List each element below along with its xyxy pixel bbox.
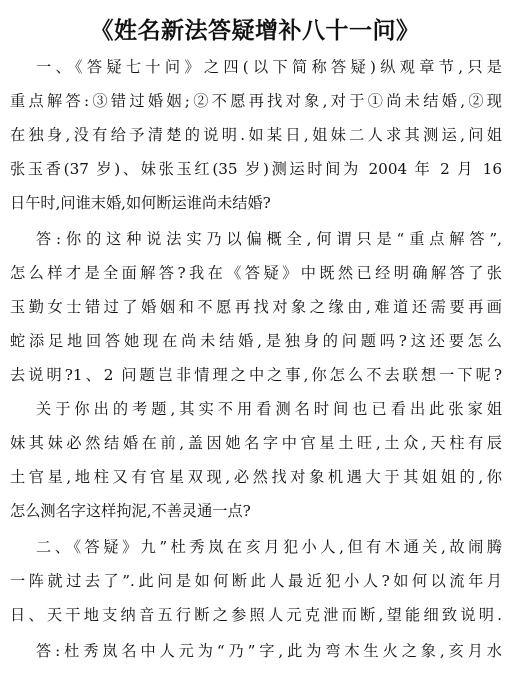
document-title: 《姓名新法答疑增补八十一问》	[90, 17, 420, 44]
text-line: 张玉香(37 岁)、妹张玉红(35 岁)测运时间为 2004 年 2 月 16	[10, 160, 502, 178]
text-line: 答:杜秀岚名中人元为“乃”字,此为弯木生火之象,亥月水	[36, 642, 502, 660]
text-line: 日、天干地支纳音五行断之参照人元克泄而断,望能细致说明.	[10, 606, 502, 624]
text-line: 在独身,没有给予清楚的说明.如某日,姐妹二人求其测运,问姐	[10, 126, 502, 144]
text-line: 重点解答:③错过婚姻;②不愿再找对象,对于①尚未结婚,②现	[10, 92, 502, 110]
text-line: 一阵就过去了”.此问是如何断此人最近犯小人?如何以流年月	[10, 572, 502, 590]
text-line: 妹其妹必然结婚在前,盖因她名字中官星土旺,土众,天柱有辰	[10, 434, 502, 452]
text-line: 土官星,地柱又有官星双现,必然找对象机遇大于其姐姐的,你	[10, 468, 502, 486]
text-line: 日午时,问谁末婚,如何断运谁尚未结婚?	[10, 194, 271, 212]
text-line: 一、《答疑七十问》之四(以下简称答疑)纵观章节,只是	[36, 58, 502, 76]
text-line: 玉勤女士错过了婚姻和不愿再找对象之缘由,难道还需要再画	[10, 298, 502, 316]
text-line: 去说明?1、2 问题岂非情理之中之事,你怎么不去联想一下呢?	[10, 366, 502, 384]
text-line: 怎么样才是全面解答?我在《答疑》中既然已经明确解答了张	[10, 264, 502, 282]
text-line: 二、《答疑》九”杜秀岚在亥月犯小人,但有木通关,故闹腾	[36, 538, 502, 556]
text-line: 蛇添足地回答她现在尚未结婚,是独身的问题吗?这还要怎么	[10, 332, 502, 350]
text-line: 关于你出的考题,其实不用看测名时间也已看出此张家姐	[36, 400, 502, 418]
text-line: 怎么测名字这样拘泥,不善灵通一点?	[10, 502, 251, 520]
text-line: 答:你的这种说法实乃以偏概全,何谓只是“重点解答”,	[36, 230, 502, 248]
